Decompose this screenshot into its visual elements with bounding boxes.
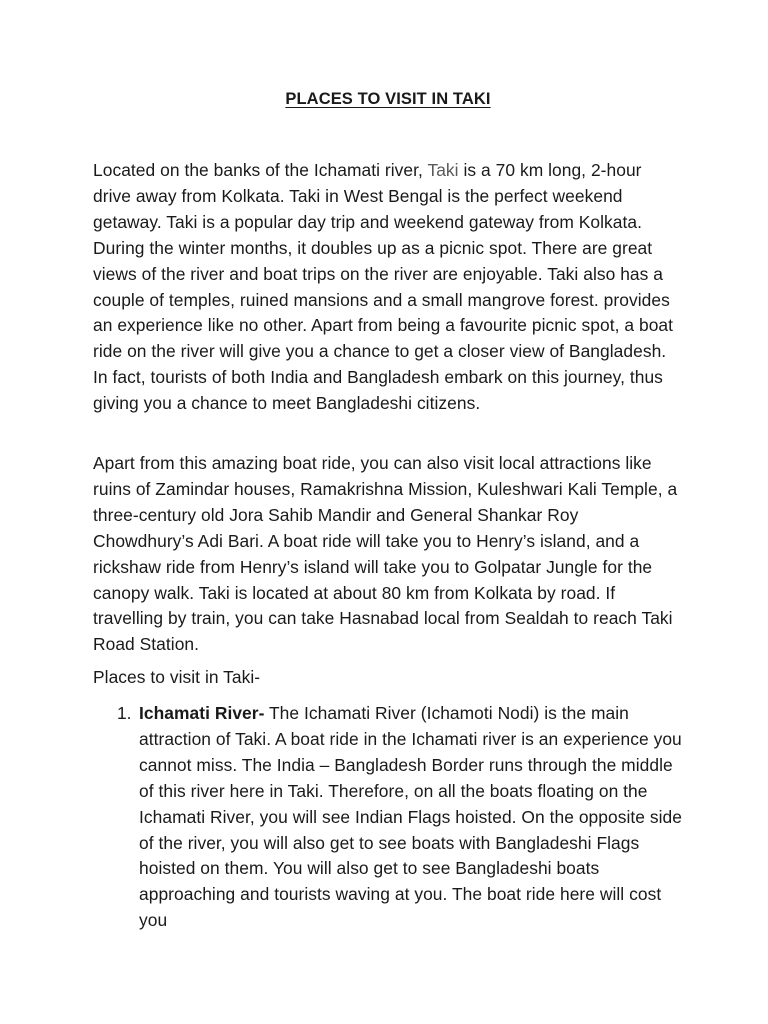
intro-text-after-link: is a 70 km long, 2-hour drive away from Kolkata. Taki in West Bengal is the perfect weekend getaway. Taki is a popular day trip and weekend gateway from Kolkata. During the winter months, it doubles up as a picnic spot. There are great views of the river and boat trips on the river are enjoyable. Taki also has a couple of temples, ruined mansions and a small mangrove forest. provides an experience like no other. Apart from being a favourite picnic spot, a boat ride on the river will give you a chance to get a closer view of Bangladesh. In fact, tourists of both India and Bangladesh embark on this journey, thus giving you a chance to meet Bangladeshi citizens. xyxy=(93,160,674,414)
list-item-heading: Ichamati River- xyxy=(139,703,265,723)
intro-paragraph xyxy=(93,158,683,417)
page-title: PLACES TO VISIT IN TAKI xyxy=(285,90,491,108)
intro-text-before-link: Located on the banks of the Ichamati river, xyxy=(93,160,428,180)
list-item-body xyxy=(139,701,683,934)
list-item-text: The Ichamati River (Ichamoti Nodi) is the main attraction of Taki. A boat ride in the Ichamati river is an experience you cannot miss. The India – Bangladesh Border runs through the middle of this river here in Taki. Therefore, on all the boats floating on the Ichamati River, you will see Indian Flags hoisted. On the opposite side of the river, you will also get to see boats with Bangladeshi Flags hoisted on them. You will also get to see Bangladeshi boats approaching and tourists waving at you. The boat ride here will cost you xyxy=(139,703,682,931)
attractions-paragraph: Apart from this amazing boat ride, you can also visit local attractions like ruins of Zamindar houses, Ramakrishna Mission, Kuleshwari Kali Temple, a three-century old Jora Sahib Mandir and General Shankar Roy Chowdhury’s Adi Bari. A boat ride will take you to Henry’s island, and a rickshaw ride from Henry’s island will take you to Golpatar Jungle for the canopy walk. Taki is located at about 80 km from Kolkata by road. If travelling by train, you can take Hasnabad local from Sealdah to reach Taki Road Station. xyxy=(93,453,678,655)
taki-link[interactable]: Taki xyxy=(427,160,459,180)
places-heading-line: Places to visit in Taki- xyxy=(93,667,261,687)
list-item-number: 1. xyxy=(117,703,132,723)
